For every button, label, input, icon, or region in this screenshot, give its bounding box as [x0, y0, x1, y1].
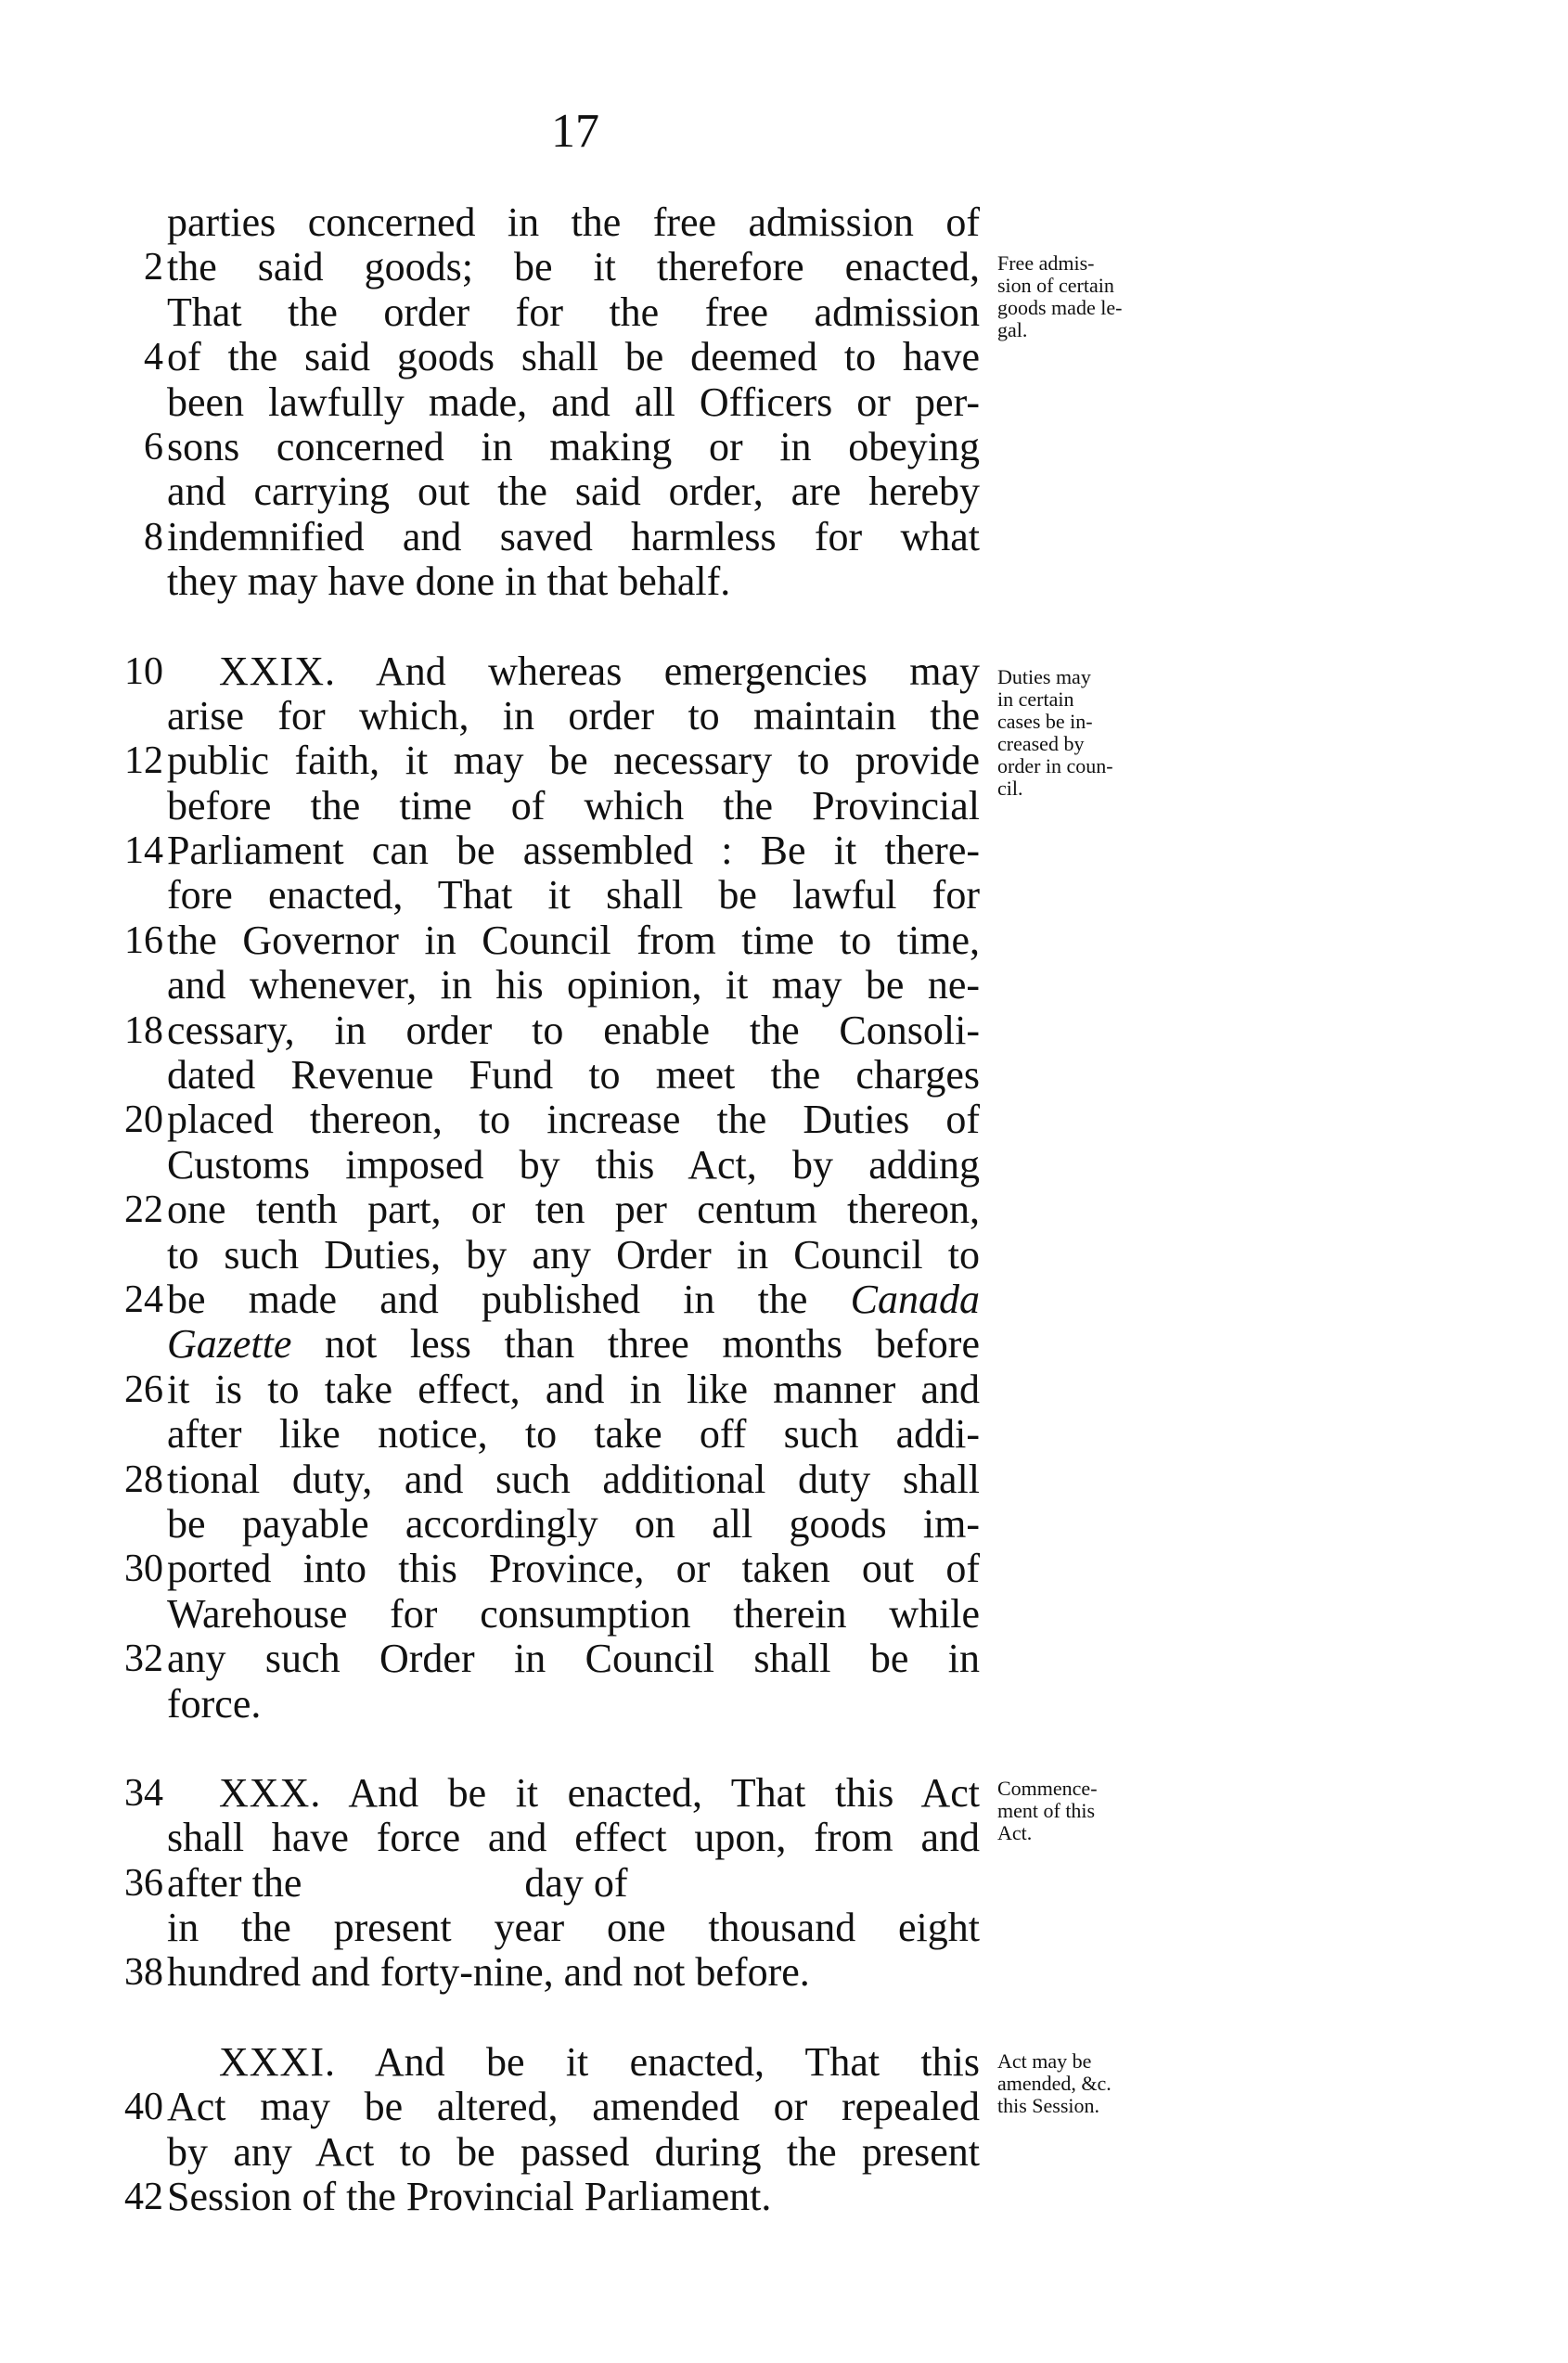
text-line [111, 1458, 980, 1502]
line-number: 30 [124, 1548, 163, 1591]
text-line [111, 1950, 980, 1995]
text-line [111, 1412, 980, 1457]
text-line [111, 784, 980, 828]
text-line [111, 738, 980, 783]
line-text: hundred and forty-nine, and not before. [167, 1949, 810, 1996]
text-line [111, 918, 980, 963]
section-free-admission [111, 200, 980, 605]
marginal-note-commencement [997, 1778, 1183, 1844]
text-line [111, 1322, 980, 1367]
line-text-body: day of [524, 1859, 628, 1906]
line-text: That the order for the free admission [167, 289, 980, 335]
line-number: 22 [124, 1188, 163, 1232]
section-xxx [111, 1771, 980, 1996]
text-line [111, 515, 980, 559]
line-number: 42 [124, 2176, 163, 2219]
line-text: Parliament can be assembled : Be it there- [167, 828, 980, 874]
line-text: be payable accordingly on all goods im- [167, 1500, 980, 1547]
marginal-note-line: amended, &c. [997, 2072, 1112, 2095]
line-number: 34 [124, 1771, 163, 1815]
text-line [111, 1278, 980, 1322]
line-text: dated Revenue Fund to meet the charges [167, 1052, 980, 1098]
line-number: 2 [144, 246, 163, 289]
line-text: the said goods; be it therefore enacted, [167, 244, 980, 290]
marginal-note-line: Act. [997, 1821, 1033, 1844]
text-line [111, 1547, 980, 1591]
text-line [111, 649, 980, 694]
text-line [111, 335, 980, 379]
line-text: arise for which, in order to maintain the [167, 692, 980, 738]
line-text: shall have force and effect upon, from and [167, 1815, 980, 1861]
line-number: 26 [124, 1368, 163, 1411]
text-line [111, 1682, 980, 1727]
line-text [167, 649, 980, 694]
line-number: 14 [124, 829, 163, 873]
text-line [111, 694, 980, 738]
line-text: it is to take effect, and in like manner and [167, 1366, 980, 1412]
text-line [111, 1861, 980, 1906]
line-text: force. [167, 1680, 262, 1727]
italic-word: Gazette [167, 1321, 292, 1368]
line-text: placed thereon, to increase the Duties of [167, 1097, 980, 1143]
line-text-body: not less than three months before [325, 1321, 980, 1368]
section-xxxi [111, 2040, 980, 2220]
line-text-body: be made and published in the [167, 1276, 808, 1322]
marginal-note-line: Free admis- [997, 251, 1095, 275]
text-line [111, 245, 980, 289]
line-text: public faith, it may be necessary to provide [167, 738, 980, 784]
page-number: 17 [551, 105, 599, 158]
marginal-note-line: ment of this [997, 1799, 1096, 1822]
line-text: Warehouse for consumption therein while [167, 1590, 980, 1637]
line-text: ported into this Province, or taken out of [167, 1546, 980, 1592]
line-text [167, 1861, 980, 1906]
line-text-body: And whereas emergencies may [375, 648, 980, 694]
line-text: any such Order in Council shall be in [167, 1636, 980, 1682]
line-text: sons concerned in making or in obeying [167, 423, 980, 469]
act-text [111, 200, 980, 2219]
text-line [111, 469, 980, 514]
line-number: 38 [124, 1951, 163, 1995]
line-text: parties concerned in the free admission of [167, 199, 980, 245]
marginal-note-line: order in coun- [997, 754, 1113, 777]
line-number: 8 [144, 515, 163, 559]
section-heading: XXIX. [219, 648, 336, 694]
line-number: 16 [124, 918, 163, 962]
line-text: after like notice, to take off such addi- [167, 1411, 980, 1458]
text-line [111, 200, 980, 245]
line-text-body: And be it enacted, That this [374, 2038, 980, 2085]
text-line [111, 1098, 980, 1142]
text-line [111, 1502, 980, 1547]
line-text: and whenever, in his opinion, it may be ne- [167, 962, 980, 1008]
line-text [167, 1771, 980, 1816]
text-line [111, 1771, 980, 1816]
line-text: Session of the Provincial Parliament. [167, 2174, 772, 2220]
line-number: 32 [124, 1637, 163, 1681]
line-text: indemnified and saved harmless for what [167, 513, 980, 559]
line-text: they may have done in that behalf. [167, 559, 731, 605]
line-number: 40 [124, 2086, 163, 2129]
marginal-note-line: creased by [997, 732, 1085, 755]
line-number: 4 [144, 336, 163, 379]
line-text: of the said goods shall be deemed to have [167, 334, 980, 380]
line-text: been lawfully made, and all Officers or per- [167, 379, 980, 425]
italic-word: Canada [850, 1276, 980, 1322]
line-text: Customs imposed by this Act, by adding [167, 1141, 980, 1188]
marginal-note-line: sion of certain [997, 274, 1114, 297]
line-number: 6 [144, 425, 163, 469]
marginal-note-amendment [997, 2050, 1183, 2117]
line-text [167, 2040, 980, 2085]
line-number: 20 [124, 1098, 163, 1142]
line-number: 12 [124, 739, 163, 783]
line-number: 10 [124, 649, 163, 693]
line-text-body: And be it enacted, That this Act [348, 1769, 980, 1816]
line-text: the Governor in Council from time to time, [167, 917, 980, 963]
line-text-body: after the [167, 1859, 302, 1906]
text-line [111, 1188, 980, 1232]
text-line [111, 2040, 980, 2085]
text-line [111, 1053, 980, 1098]
line-text: Act may be altered, amended or repealed [167, 2084, 980, 2130]
text-line [111, 2175, 980, 2219]
line-text [167, 1278, 980, 1322]
section-xxix [111, 649, 980, 1727]
line-text: cessary, in order to enable the Consoli- [167, 1007, 980, 1053]
line-text: fore enacted, That it shall be lawful for [167, 872, 980, 918]
line-text: in the present year one thousand eight [167, 1905, 980, 1951]
line-text: to such Duties, by any Order in Council to [167, 1231, 980, 1278]
marginal-note-line: cil. [997, 777, 1023, 800]
marginal-note-line: Act may be [997, 2049, 1092, 2073]
text-line [111, 2130, 980, 2175]
text-line [111, 380, 980, 425]
line-number: 36 [124, 1861, 163, 1905]
text-line [111, 1368, 980, 1412]
text-line [111, 1906, 980, 1950]
line-number: 18 [124, 1008, 163, 1052]
section-heading: XXXI. [219, 2038, 336, 2085]
text-line [111, 1816, 980, 1860]
line-number: 24 [124, 1278, 163, 1321]
marginal-note-line: cases be in- [997, 710, 1093, 733]
marginal-note-line: Commence- [997, 1777, 1098, 1800]
text-line [111, 425, 980, 469]
marginal-note-line: in certain [997, 687, 1074, 711]
line-text: by any Act to be passed during the present [167, 2128, 980, 2175]
marginal-note-line: gal. [997, 318, 1028, 341]
text-line [111, 559, 980, 604]
marginal-note-free-admission [997, 252, 1183, 341]
marginal-note-line: this Session. [997, 2094, 1100, 2117]
line-text: tional duty, and such additional duty shall [167, 1456, 980, 1502]
text-line [111, 873, 980, 918]
text-line [111, 1008, 980, 1053]
text-line [111, 2085, 980, 2129]
text-line [111, 963, 980, 1008]
line-text: one tenth part, or ten per centum thereon, [167, 1187, 980, 1233]
text-line [111, 828, 980, 873]
line-text: before the time of which the Provincial [167, 782, 980, 828]
text-line [111, 1592, 980, 1637]
text-line [111, 290, 980, 335]
marginal-note-line: Duties may [997, 665, 1091, 688]
text-line [111, 1637, 980, 1681]
line-text [167, 1322, 980, 1367]
marginal-note-duties [997, 666, 1183, 800]
line-text: and carrying out the said order, are hereby [167, 469, 980, 515]
section-heading: XXX. [219, 1769, 322, 1816]
marginal-note-line: goods made le- [997, 296, 1123, 319]
text-line [111, 1143, 980, 1188]
text-line [111, 1233, 980, 1278]
line-number: 28 [124, 1458, 163, 1501]
